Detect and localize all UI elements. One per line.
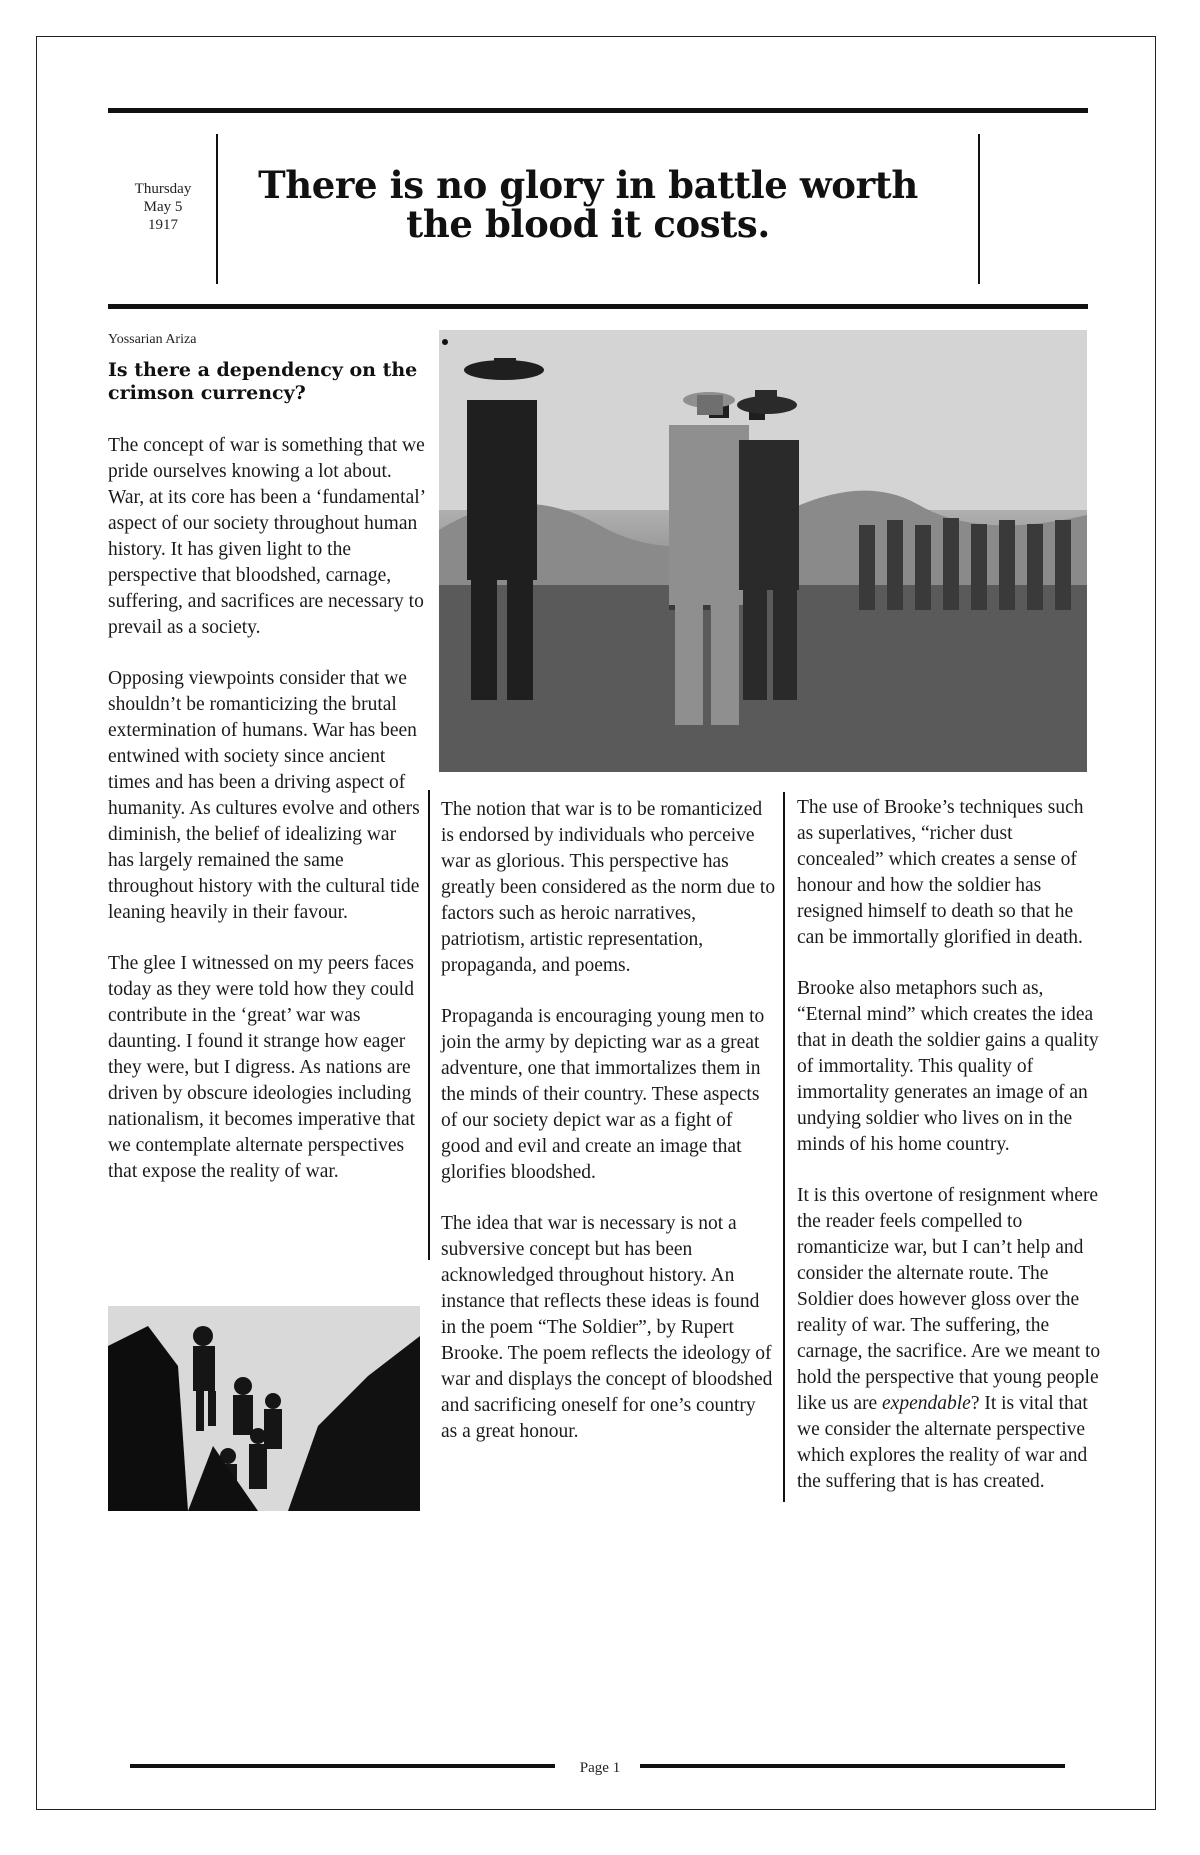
column-3-final-text-end: ? It is vital that we consider the alternate perspective which explores the reality of war and the suffering that is has created. bbox=[797, 1393, 1088, 1492]
column-2-paragraph: The idea that war is necessary is not a subversive concept but has been acknowledged throughout history. An instance that reflects these ideas is found in the poem “The Soldier”, by Rupert Brooke. The poem reflects the ideology of war and displays the concept of bloodshed and sacrificing oneself for one’s country as a great honour. bbox=[441, 1213, 773, 1442]
article-subheading: Is there a dependency on the crimson currency? bbox=[108, 359, 418, 404]
column-1-paragraph: Opposing viewpoints consider that we shouldn’t be romanticizing the brutal extermination of humans. War has been entwined with society since ancient times and has been a driving aspect of humanity. As cultures evolve and others diminish, the belief of idealizing war has largely remained the same throughout history with the cultural tide leaning heavily in their favour. bbox=[108, 668, 420, 923]
column-2-paragraph: The notion that war is to be romanticized is endorsed by individuals who perceive war as glorious. This perspective has greatly been considered as the norm due to factors such as heroic narratives, patriotism, artistic representation, propaganda, and poems. bbox=[441, 799, 776, 976]
issue-date-day: Thursday bbox=[134, 181, 192, 197]
footer-rule-left bbox=[130, 1764, 555, 1768]
award-ceremony-photo bbox=[439, 330, 1087, 772]
masthead-bottom-rule bbox=[108, 304, 1088, 309]
column-3-paragraph: The use of Brooke’s techniques such as superlatives, “richer dust concealed” which creates a sense of honour and how the soldier has resigned himself to death so that he can be immortally glorified in death. bbox=[797, 797, 1084, 948]
masthead-top-rule bbox=[108, 108, 1088, 113]
page-number: Page 1 bbox=[579, 1760, 621, 1776]
column-1-divider bbox=[428, 790, 430, 1260]
article-column-2 bbox=[441, 797, 776, 1470]
issue-date bbox=[122, 180, 204, 234]
award-ceremony-photo-illustration bbox=[439, 330, 1087, 772]
issue-date-year: 1917 bbox=[148, 217, 178, 233]
emphasized-word: expendable bbox=[882, 1393, 971, 1414]
article-column-1 bbox=[108, 433, 426, 1210]
trench-soldiers-photo-illustration bbox=[108, 1306, 420, 1511]
masthead-divider-right bbox=[978, 134, 980, 284]
column-2-paragraph: Propaganda is encouraging young men to join the army by depicting war as a great adventure, one that immortalizes them in the minds of their country. These aspects of our society depict war as a fight of good and evil and create an image that glorifies bloodshed. bbox=[441, 1006, 765, 1183]
page-headline: There is no glory in battle worth the blood it costs. bbox=[258, 163, 918, 246]
column-3-final-text-start: It is this overtone of resignment where the reader feels compelled to romanticize war, but I can’t help and consider the alternate route. The Soldier does however gloss over the reality of war. The suffering, the carnage, the sacrifice. Are we meant to hold the perspective that young people like us are bbox=[797, 1185, 1101, 1414]
column-1-paragraph: The glee I witnessed on my peers faces today as they were told how they could contribute in the ‘great’ war was daunting. I found it strange how eager they were, but I digress. As nations are driven by obscure ideologies including nationalism, it becomes imperative that we contemplate alternate perspectives that expose the reality of war. bbox=[108, 953, 416, 1182]
author-byline: Yossarian Ariza bbox=[108, 332, 197, 347]
masthead-divider-left bbox=[216, 134, 218, 284]
article-column-3 bbox=[797, 795, 1102, 1520]
column-3-paragraph bbox=[797, 1183, 1102, 1495]
column-3-paragraph: Brooke also metaphors such as, “Eternal mind” which creates the idea that in death the soldier gains a quality of immortality. This quality of immortality generates an image of an undying soldier who lives on in the minds of his home country. bbox=[797, 978, 1099, 1155]
column-1-paragraph: The concept of war is something that we pride ourselves knowing a lot about. War, at its core has been a ‘fundamental’ aspect of our society throughout human history. It has given light to the perspective that bloodshed, carnage, suffering, and sacrifices are necessary to prevail as a society. bbox=[108, 435, 425, 638]
footer-rule-right bbox=[640, 1764, 1065, 1768]
trench-soldiers-photo bbox=[108, 1306, 420, 1511]
issue-date-month-day: May 5 bbox=[143, 199, 183, 215]
column-2-divider bbox=[783, 792, 785, 1502]
